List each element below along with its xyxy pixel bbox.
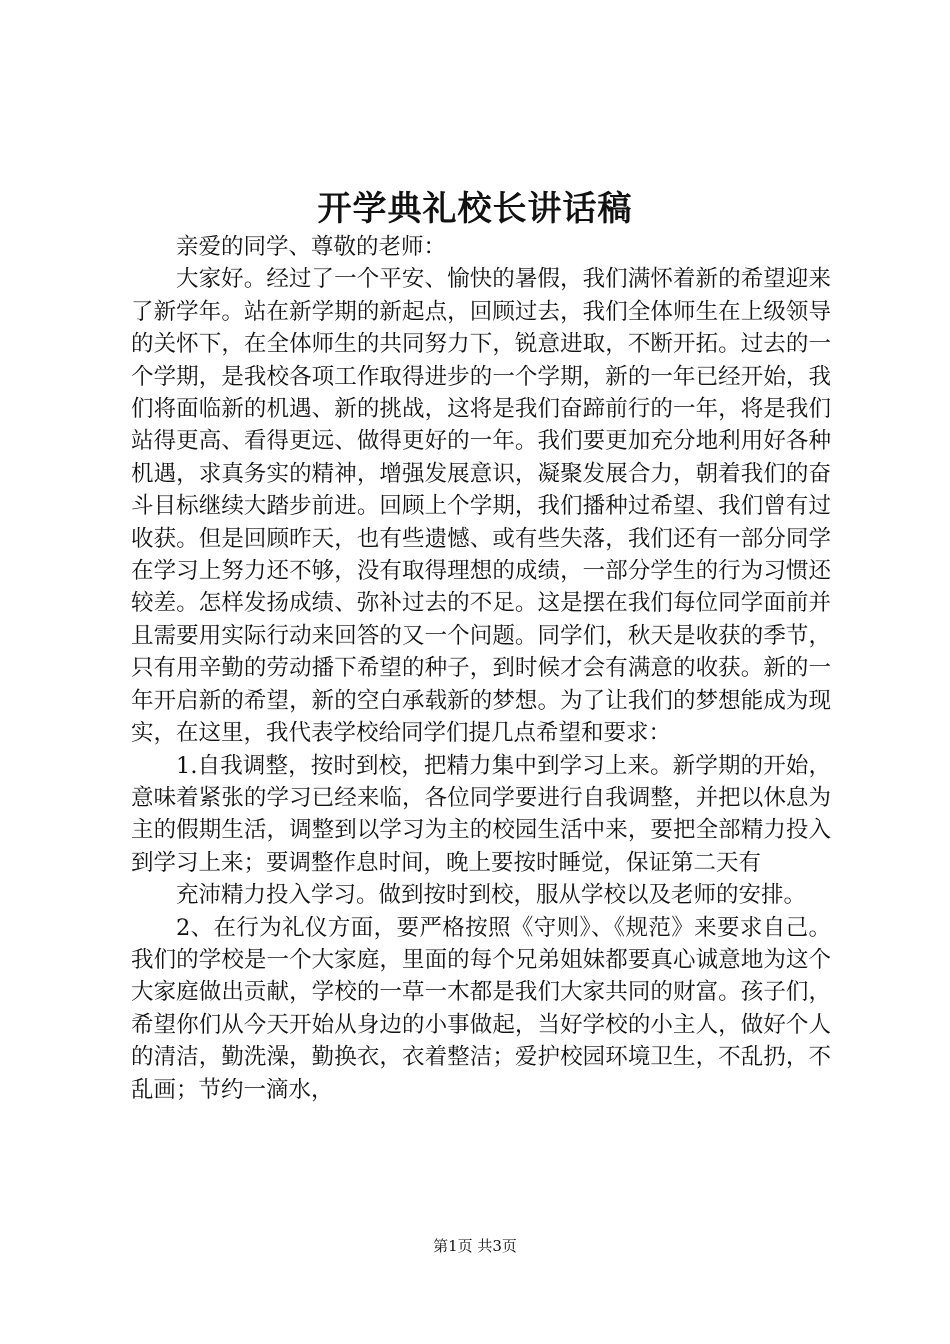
document-title: 开学典礼校长讲话稿	[317, 189, 633, 229]
salutation: 亲爱的同学、尊敬的老师：	[176, 234, 447, 260]
paragraph-point-1: 1.自我调整，按时到校，把精力集中到学习上来。新学期的开始，意味着紧张的学习已经来临，各位同学要进行自我调整，并把以休息为主的假期生活，调整到以学习为主的校园生活中来，要把全部精力投入到学习上来；要调整作息时间，晚上要按时睡觉，保证第二天有	[131, 752, 831, 876]
paragraph-point-1-continued: 充沛精力投入学习。做到按时到校，服从学校以及老师的安排。	[176, 882, 807, 909]
paragraph-intro: 大家好。经过了一个平安、愉快的暑假，我们满怀着新的希望迎来了新学年。站在新学期的新起点，回顾过去，我们全体师生在上级领导的关怀下，在全体师生的共同努力下，锐意进取，不断开拓。过去的一个学期，是我校各项工作取得进步的一个学期，新的一年已经开始，我们将面临新的机遇、新的挑战，这将是我们奋蹄前行的一年，将是我们站得更高、看得更远、做得更好的一年。我们要更加充分地利用好各种机遇，求真务实的精神，增强发展意识，凝聚发展合力，朝着我们的奋斗目标继续大踏步前进。回顾上个学期，我们播种过希望、我们曾有过收获。但是回顾昨天，也有些遗憾、或有些失落，我们还有一部分同学在学习上努力还不够，没有取得理想的成绩，一部分学生的行为习惯还较差。怎样发扬成绩、弥补过去的不足。这是摆在我们每位同学面前并且需要用实际行动来回答的又一个问题。同学们，秋天是收获的季节，只有用辛勤的劳动播下希望的种子，到时候才会有满意的收获。新的一年开启新的希望，新的空白承载新的梦想。为了让我们的梦想能成为现实，在这里，我代表学校给同学们提几点希望和要求：	[131, 266, 831, 747]
document-body	[131, 231, 831, 1106]
paragraph-point-2: 2、在行为礼仪方面，要严格按照《守则》、《规范》来要求自己。我们的学校是一个大家庭，里面的每个兄弟姐妹都要真心诚意地为这个大家庭做出贡献，学校的一草一木都是我们大家共同的财富。孩子们，希望你们从今天开始从身边的小事做起，当好学校的小主人，做好个人的清洁，勤洗澡，勤换衣，衣着整洁；爱护校园环境卫生，不乱扔，不乱画；节约一滴水，	[131, 914, 831, 1103]
page-footer: 第1页 共3页	[433, 1237, 517, 1255]
